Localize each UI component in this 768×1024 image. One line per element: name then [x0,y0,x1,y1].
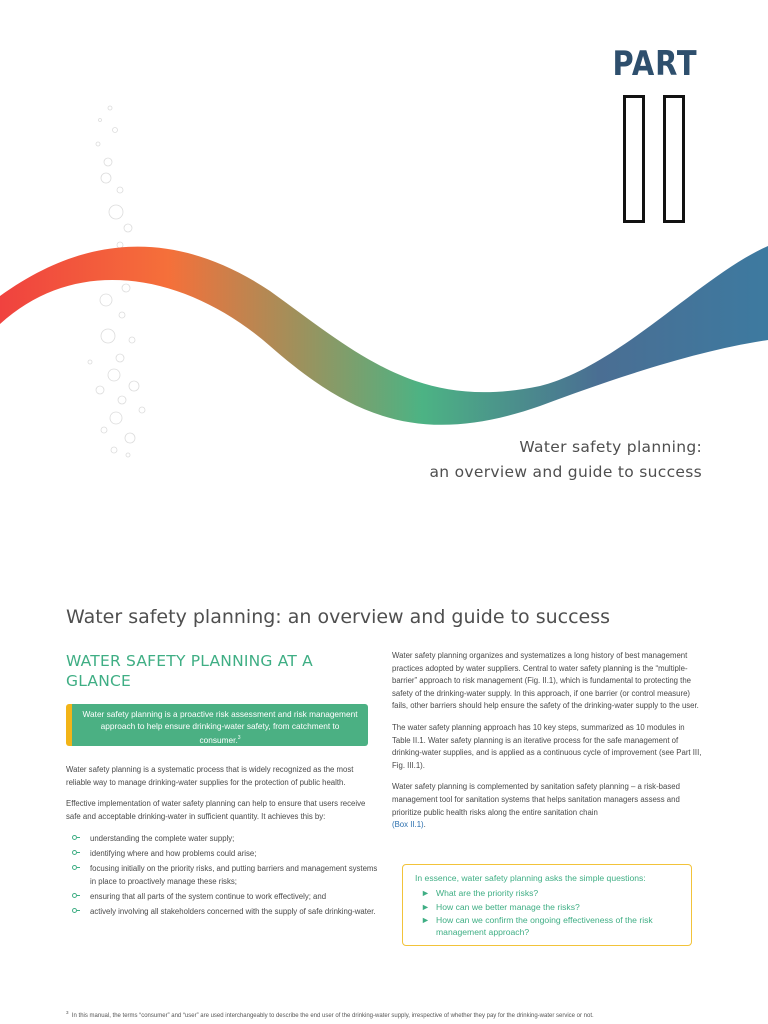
numeral-stroke-1 [623,95,645,223]
arrow-bullet-icon: ► [421,888,430,898]
footnote [66,1008,756,1021]
part-numeral [623,95,693,223]
question-item [415,915,681,938]
hero-title-line1: Water safety planning: [519,438,702,456]
wave-graphic [0,236,768,426]
section-title: Water safety planning: an overview and guide to success [66,606,611,628]
benefits-list [66,832,378,918]
callout-footnote-ref: 3 [237,735,241,741]
glance-heading: WATER SAFETY PLANNING AT A GLANCE [66,652,313,690]
list-item-text: actively involving all stakeholders concerned with the supply of safe drinking-water. [90,907,376,917]
arrow-bullet-icon: ► [421,901,430,912]
box-reference-link[interactable]: (Box II.1) [392,820,424,830]
list-item [66,890,378,903]
list-item-text: identifying where and how problems could arise; [90,849,257,859]
definition-callout [66,704,368,746]
question-box-intro: In essence, water safety planning asks the simple questions: [415,873,646,883]
question-list [415,888,681,938]
list-item [66,832,378,845]
footnote-text: In this manual, the terms “consumer” and “user” are used interchangeably to describe the end user of the drinking-water supply, irrespective of whether they pay for the drinking-water service or not. [71,1013,594,1019]
question-text: How can we confirm the ongoing effectiveness of the risk management approach? [436,915,653,937]
numeral-stroke-2 [663,95,685,223]
key-questions-box [402,864,692,946]
right-paragraph-3-text: Water safety planning is complemented by sanitation safety planning – a risk-based management tool for sanitation systems that helps sanitation managers assess and prioritize public health risks along the entire sanitation chain [392,782,680,817]
right-paragraph-1: Water safety planning organizes and systematizes a long history of best management practices adopted by water suppliers. Central to water safety planning is the “multiple-barrier” approach to risk management (Fig. II.1), which is fundamental to protecting the safety of the drinking-water supply. In this approach, if one barrier (or control measure) fails, other barriers should help ensure the safety of the drinking-water supply to the user. [392,651,699,711]
part-label: PART [612,44,698,84]
footnote-number: 3 [66,1010,69,1015]
callout-text: Water safety planning is a proactive risk assessment and risk management approach to help ensure drinking-water safety, from catchment to consumer. [82,709,358,745]
right-paragraph-3-end: . [423,820,426,830]
question-text: How can we better manage the risks? [436,901,580,912]
left-paragraph-1: Water safety planning is a systematic process that is widely recognized as the most reliable way to manage drinking-water supplies for the protection of public health. [66,765,354,787]
arrow-bullet-icon: ► [421,915,430,925]
list-item [66,905,378,918]
right-paragraph-2: The water safety planning approach has 10 key steps, summarized as 10 modules in Table II.1. Water safety planning is an iterative process for the safe management of drinking-water supplies, and is applied as a continuous cycle of improvement (see Part III, Fig. III.1). [392,722,702,770]
list-item-text: focusing initially on the priority risks, and putting barriers and management systems in place to proactively manage these risks; [90,864,378,887]
right-column [392,650,704,841]
list-item-text: ensuring that all parts of the system continue to work effectively; and [90,892,327,902]
hero-title [429,435,702,485]
question-item [415,888,681,900]
list-item [66,862,378,888]
question-item [415,902,681,914]
hero-title-line2: an overview and guide to success [429,463,702,481]
right-paragraph-3 [392,781,704,831]
left-column [66,764,378,920]
list-item [66,847,378,860]
list-item-text: understanding the complete water supply; [90,834,235,844]
question-text: What are the priority risks? [436,888,539,898]
left-paragraph-2: Effective implementation of water safety planning can help to ensure that users receive safe and acceptable drinking-water in sufficient quantity. It achieves this by: [66,799,366,821]
